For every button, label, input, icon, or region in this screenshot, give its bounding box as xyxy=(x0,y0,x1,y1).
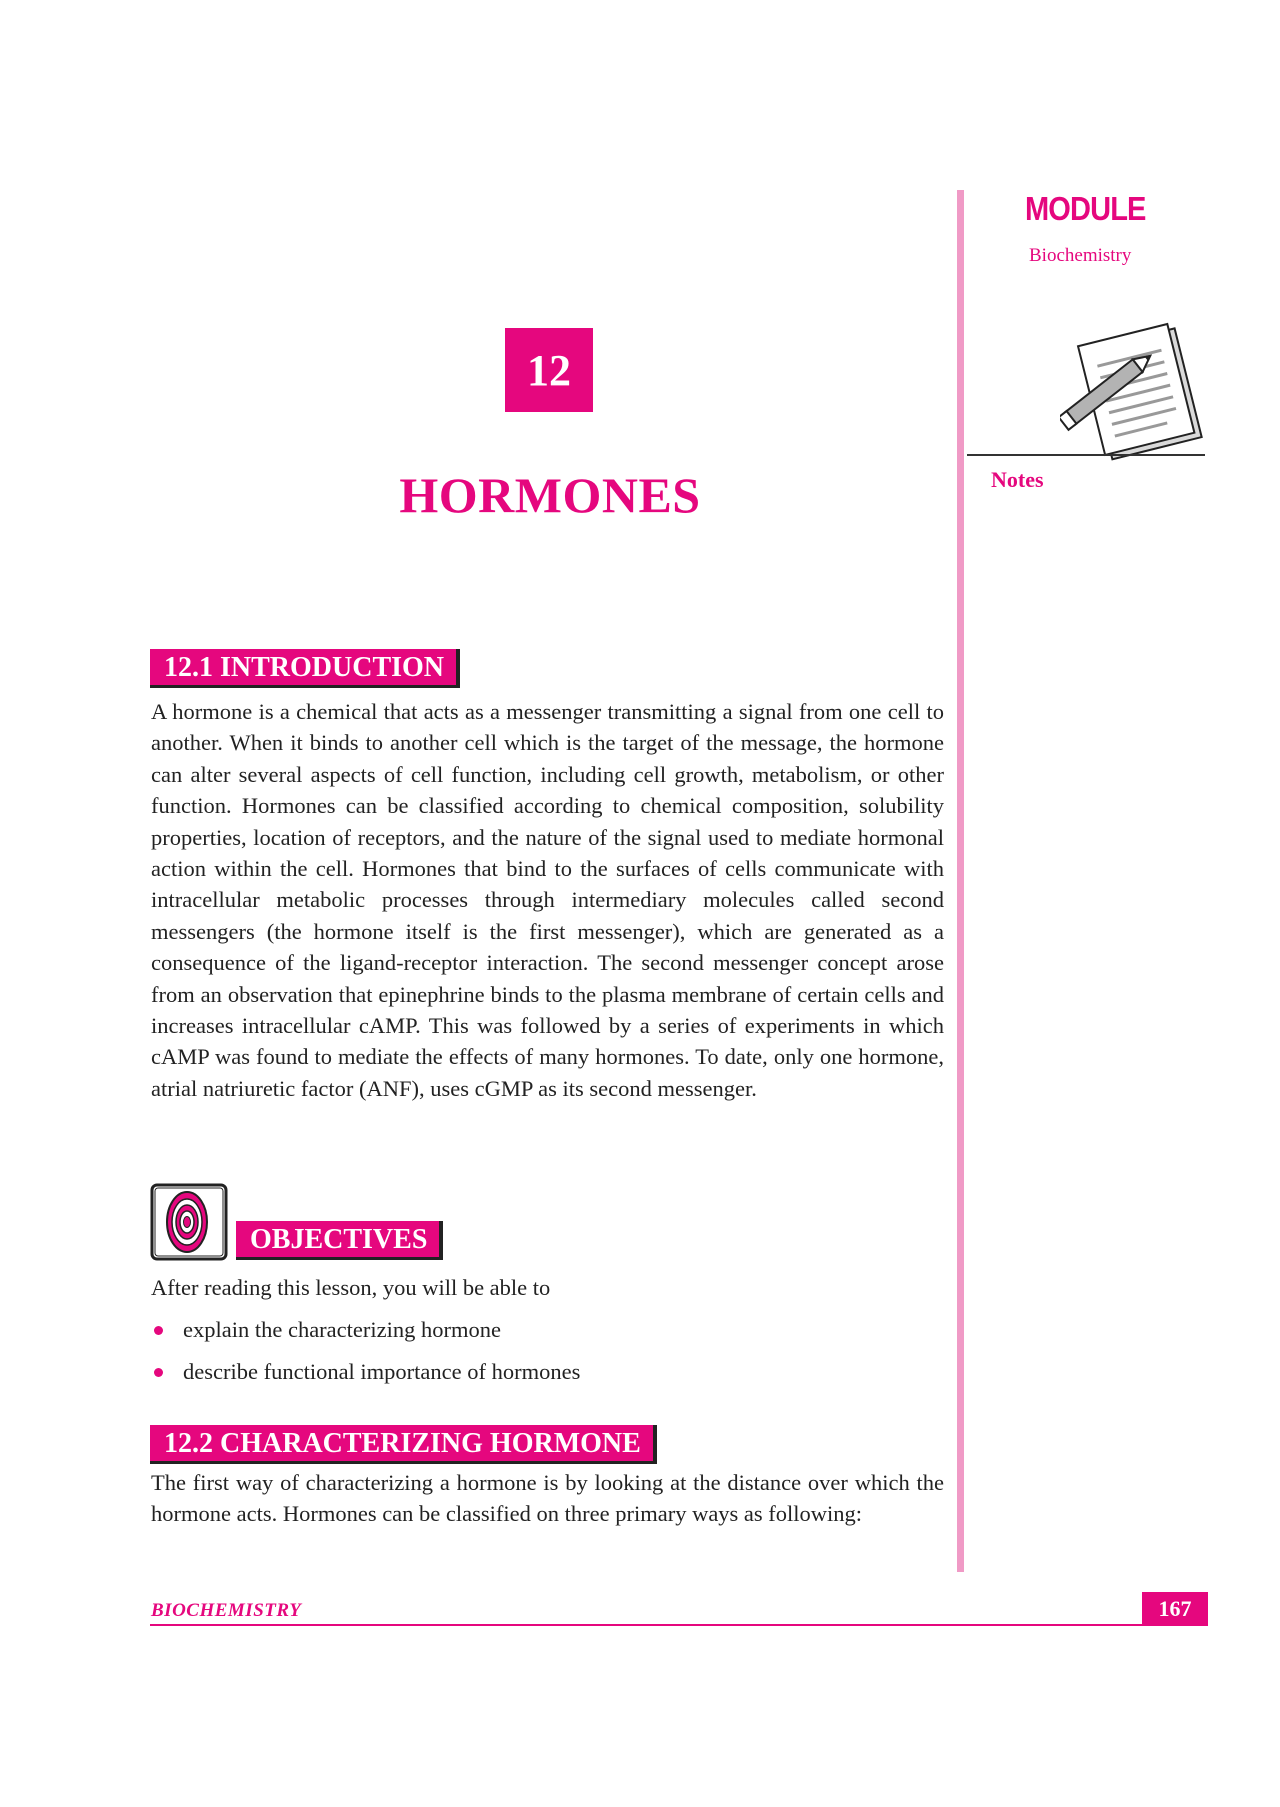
bullet-icon xyxy=(154,1326,163,1335)
list-item xyxy=(151,1317,501,1343)
introduction-paragraph: A hormone is a chemical that acts as a messenger transmitting a signal from one cell to another. When it binds to another cell which is the target of the message, the hormone can alter several aspects of cell function, including cell growth, metabolism, or other function. Hormones can be classified according to chemical composition, solubility properties, location of receptors, and the nature of the signal used to mediate hormonal action within the cell. Hormones that bind to the surfaces of cells communicate with intracellular metabolic processes through intermediary molecules called second messengers (the hormone itself is the first messenger), which are generated as a consequence of the ligand-receptor interaction. The second messenger concept arose from an observation that epinephrine binds to the plasma membrane of certain cells and increases intracellular cAMP. This was followed by a series of experiments in which cAMP was found to mediate the effects of many hormones. To date, only one hormone, atrial natriuretic factor (ANF), uses cGMP as its second messenger. xyxy=(151,699,944,1101)
margin-rule xyxy=(957,190,964,1572)
footer-label: BIOCHEMISTRY xyxy=(151,1600,302,1621)
list-item xyxy=(151,1359,580,1385)
module-label: MODULE xyxy=(1025,190,1146,227)
bullet-icon xyxy=(154,1368,163,1377)
objective-text: describe functional importance of hormones xyxy=(183,1359,581,1384)
chapter-title: HORMONES xyxy=(399,467,701,523)
objective-text: explain the characterizing hormone xyxy=(183,1317,501,1342)
objectives-heading: OBJECTIVES xyxy=(236,1221,443,1260)
objectives-lead: After reading this lesson, you will be able to xyxy=(151,1275,551,1300)
chapter-number: 12 xyxy=(505,328,593,412)
page-number: 167 xyxy=(1142,1592,1208,1626)
notes-divider xyxy=(967,454,1205,456)
module-subject: Biochemistry xyxy=(1029,245,1132,266)
notepad-pencil-icon xyxy=(1060,322,1210,472)
introduction-heading: 12.1 INTRODUCTION xyxy=(150,649,460,688)
target-icon xyxy=(150,1183,228,1261)
notes-label: Notes xyxy=(991,467,1044,492)
footer-rule xyxy=(150,1624,1208,1626)
characterizing-paragraph: The first way of characterizing a hormone is by looking at the distance over which the hormone acts. Hormones can be classified on three primary ways as following: xyxy=(151,1470,944,1527)
characterizing-heading: 12.2 CHARACTERIZING HORMONE xyxy=(150,1425,657,1464)
